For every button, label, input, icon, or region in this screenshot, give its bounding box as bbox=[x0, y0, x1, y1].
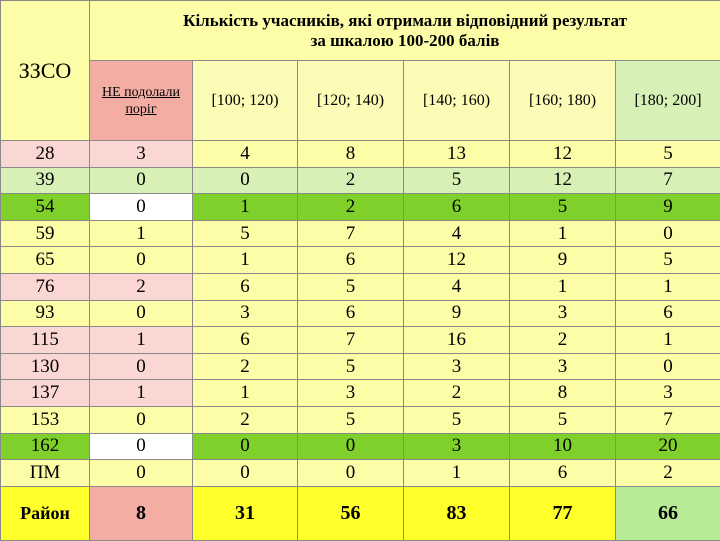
count-cell-180-200: 2 bbox=[616, 460, 720, 487]
count-cell-180-200: 20 bbox=[616, 433, 720, 460]
count-cell-180-200: 7 bbox=[616, 406, 720, 433]
count-cell-160-180: 1 bbox=[510, 220, 616, 247]
count-cell-120-140: 0 bbox=[298, 433, 404, 460]
table-row bbox=[1, 141, 720, 168]
count-cell-100-120: 4 bbox=[193, 141, 298, 168]
count-cell-160-180: 5 bbox=[510, 194, 616, 221]
count-cell-180-200: 3 bbox=[616, 380, 720, 407]
table-row bbox=[1, 380, 720, 407]
table-row bbox=[1, 460, 720, 487]
count-cell-not-passed: 3 bbox=[90, 141, 193, 168]
count-cell-140-160: 16 bbox=[404, 327, 510, 354]
table-row bbox=[1, 194, 720, 221]
table-title-line1: Кількість учасників, які отримали відповідний результат bbox=[90, 11, 720, 31]
total-cell-180-200: 66 bbox=[616, 486, 720, 540]
count-cell-not-passed: 0 bbox=[90, 406, 193, 433]
count-cell-160-180: 2 bbox=[510, 327, 616, 354]
count-cell-100-120: 0 bbox=[193, 433, 298, 460]
range-header-100-120: [100; 120) bbox=[193, 61, 298, 141]
count-cell-120-140: 3 bbox=[298, 380, 404, 407]
school-cell: 162 bbox=[1, 433, 90, 460]
count-cell-not-passed: 0 bbox=[90, 353, 193, 380]
count-cell-not-passed: 1 bbox=[90, 380, 193, 407]
count-cell-100-120: 1 bbox=[193, 247, 298, 274]
count-cell-140-160: 9 bbox=[404, 300, 510, 327]
count-cell-100-120: 6 bbox=[193, 273, 298, 300]
count-cell-140-160: 3 bbox=[404, 353, 510, 380]
count-cell-100-120: 0 bbox=[193, 460, 298, 487]
total-row bbox=[1, 486, 720, 540]
count-cell-100-120: 5 bbox=[193, 220, 298, 247]
count-cell-160-180: 9 bbox=[510, 247, 616, 274]
range-header-120-140: [120; 140) bbox=[298, 61, 404, 141]
table-row bbox=[1, 300, 720, 327]
count-cell-100-120: 1 bbox=[193, 194, 298, 221]
count-cell-120-140: 5 bbox=[298, 406, 404, 433]
school-column-header: ЗЗСО bbox=[1, 1, 90, 141]
school-cell: 28 bbox=[1, 141, 90, 168]
not-passed-header-line1: НЕ подолали bbox=[90, 84, 192, 101]
count-cell-160-180: 10 bbox=[510, 433, 616, 460]
total-label: Район bbox=[1, 486, 90, 540]
total-cell-not-passed: 8 bbox=[90, 486, 193, 540]
count-cell-120-140: 6 bbox=[298, 247, 404, 274]
count-cell-120-140: 8 bbox=[298, 141, 404, 168]
count-cell-180-200: 1 bbox=[616, 327, 720, 354]
count-cell-100-120: 2 bbox=[193, 406, 298, 433]
count-cell-140-160: 6 bbox=[404, 194, 510, 221]
count-cell-not-passed: 1 bbox=[90, 327, 193, 354]
range-header-140-160: [140; 160) bbox=[404, 61, 510, 141]
total-cell-100-120: 31 bbox=[193, 486, 298, 540]
count-cell-160-180: 12 bbox=[510, 167, 616, 194]
count-cell-160-180: 12 bbox=[510, 141, 616, 168]
count-cell-180-200: 6 bbox=[616, 300, 720, 327]
school-cell: 54 bbox=[1, 194, 90, 221]
count-cell-120-140: 5 bbox=[298, 353, 404, 380]
count-cell-140-160: 12 bbox=[404, 247, 510, 274]
table-row bbox=[1, 167, 720, 194]
count-cell-180-200: 0 bbox=[616, 220, 720, 247]
count-cell-120-140: 2 bbox=[298, 167, 404, 194]
count-cell-not-passed: 0 bbox=[90, 167, 193, 194]
count-cell-140-160: 5 bbox=[404, 406, 510, 433]
count-cell-160-180: 3 bbox=[510, 353, 616, 380]
school-cell: 39 bbox=[1, 167, 90, 194]
count-cell-180-200: 0 bbox=[616, 353, 720, 380]
count-cell-180-200: 1 bbox=[616, 273, 720, 300]
table-row bbox=[1, 327, 720, 354]
school-cell: 65 bbox=[1, 247, 90, 274]
count-cell-not-passed: 2 bbox=[90, 273, 193, 300]
count-cell-140-160: 3 bbox=[404, 433, 510, 460]
range-header-180-200: [180; 200] bbox=[616, 61, 720, 141]
count-cell-160-180: 3 bbox=[510, 300, 616, 327]
table-title-line2: за шкалою 100-200 балів bbox=[90, 31, 720, 51]
count-cell-not-passed: 0 bbox=[90, 433, 193, 460]
school-cell: 59 bbox=[1, 220, 90, 247]
table-row bbox=[1, 406, 720, 433]
count-cell-not-passed: 1 bbox=[90, 220, 193, 247]
school-cell: ПМ bbox=[1, 460, 90, 487]
count-cell-120-140: 7 bbox=[298, 327, 404, 354]
count-cell-100-120: 0 bbox=[193, 167, 298, 194]
not-passed-header bbox=[90, 61, 193, 141]
count-cell-100-120: 6 bbox=[193, 327, 298, 354]
table-row bbox=[1, 273, 720, 300]
count-cell-120-140: 5 bbox=[298, 273, 404, 300]
table-row bbox=[1, 353, 720, 380]
table-title bbox=[90, 1, 720, 61]
count-cell-not-passed: 0 bbox=[90, 194, 193, 221]
count-cell-100-120: 1 bbox=[193, 380, 298, 407]
count-cell-160-180: 6 bbox=[510, 460, 616, 487]
total-cell-160-180: 77 bbox=[510, 486, 616, 540]
table-row bbox=[1, 247, 720, 274]
count-cell-120-140: 6 bbox=[298, 300, 404, 327]
table-row bbox=[1, 220, 720, 247]
count-cell-120-140: 2 bbox=[298, 194, 404, 221]
count-cell-180-200: 7 bbox=[616, 167, 720, 194]
count-cell-160-180: 1 bbox=[510, 273, 616, 300]
school-cell: 93 bbox=[1, 300, 90, 327]
count-cell-100-120: 3 bbox=[193, 300, 298, 327]
count-cell-140-160: 4 bbox=[404, 273, 510, 300]
count-cell-140-160: 13 bbox=[404, 141, 510, 168]
school-cell: 130 bbox=[1, 353, 90, 380]
school-cell: 153 bbox=[1, 406, 90, 433]
count-cell-not-passed: 0 bbox=[90, 460, 193, 487]
not-passed-header-line2: поріг bbox=[90, 101, 192, 118]
table-body bbox=[1, 141, 720, 487]
count-cell-not-passed: 0 bbox=[90, 300, 193, 327]
school-cell: 137 bbox=[1, 380, 90, 407]
school-cell: 76 bbox=[1, 273, 90, 300]
count-cell-140-160: 1 bbox=[404, 460, 510, 487]
range-header-160-180: [160; 180) bbox=[510, 61, 616, 141]
count-cell-120-140: 7 bbox=[298, 220, 404, 247]
count-cell-180-200: 9 bbox=[616, 194, 720, 221]
count-cell-160-180: 5 bbox=[510, 406, 616, 433]
count-cell-140-160: 2 bbox=[404, 380, 510, 407]
count-cell-100-120: 2 bbox=[193, 353, 298, 380]
count-cell-not-passed: 0 bbox=[90, 247, 193, 274]
count-cell-120-140: 0 bbox=[298, 460, 404, 487]
count-cell-160-180: 8 bbox=[510, 380, 616, 407]
count-cell-180-200: 5 bbox=[616, 247, 720, 274]
count-cell-180-200: 5 bbox=[616, 141, 720, 168]
count-cell-140-160: 5 bbox=[404, 167, 510, 194]
total-cell-140-160: 83 bbox=[404, 486, 510, 540]
total-cell-120-140: 56 bbox=[298, 486, 404, 540]
table-row bbox=[1, 433, 720, 460]
school-cell: 115 bbox=[1, 327, 90, 354]
count-cell-140-160: 4 bbox=[404, 220, 510, 247]
